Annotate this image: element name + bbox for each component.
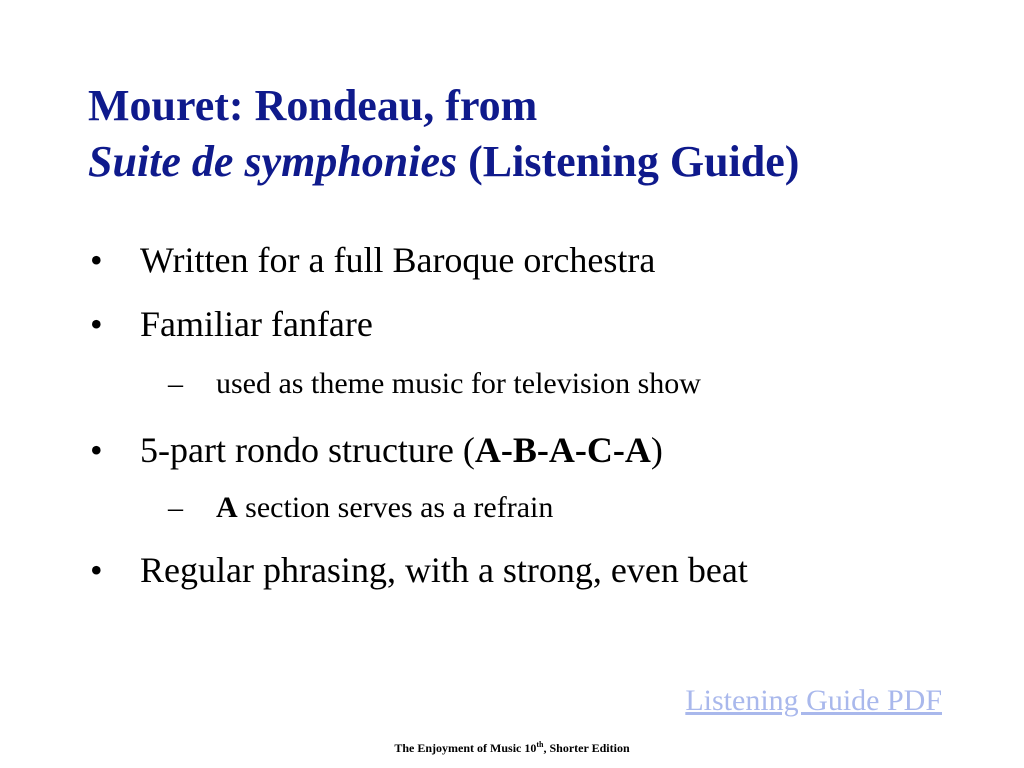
footer-text: The Enjoyment of Music 10 (394, 741, 537, 755)
sub-bullet-text (216, 490, 553, 526)
bullet-icon: • (90, 304, 103, 344)
rondo-suffix: ) (650, 430, 663, 470)
bullet-icon: • (90, 550, 103, 590)
bullet-text: Regular phrasing, with a strong, even beat (140, 550, 748, 590)
bullet-icon: • (90, 430, 103, 470)
title-work-name: Suite de symphonies (88, 137, 458, 186)
dash-icon: – (168, 491, 183, 524)
listening-guide-pdf-link[interactable]: Listening Guide PDF (685, 684, 942, 717)
bullet-text: Familiar fanfare (140, 304, 373, 344)
bullet-icon: • (90, 240, 103, 280)
bullet-text (140, 428, 663, 472)
refrain-text: section serves as a refrain (237, 491, 554, 524)
bullet-text: Written for a full Baroque orchestra (140, 240, 656, 280)
footer (0, 740, 1024, 756)
dash-icon: – (168, 367, 183, 400)
sub-bullet-text: used as theme music for television show (216, 367, 701, 400)
section-letter: A (216, 491, 238, 524)
title-line-2-rest: (Listening Guide) (457, 137, 800, 186)
rondo-prefix: 5-part rondo structure ( (140, 430, 475, 470)
title-line-1: Mouret: Rondeau, from (88, 81, 538, 130)
footer-text-rest: , Shorter Edition (543, 741, 630, 755)
footer-superscript: th (536, 740, 544, 749)
rondo-form: A-B-A-C-A (474, 430, 651, 470)
